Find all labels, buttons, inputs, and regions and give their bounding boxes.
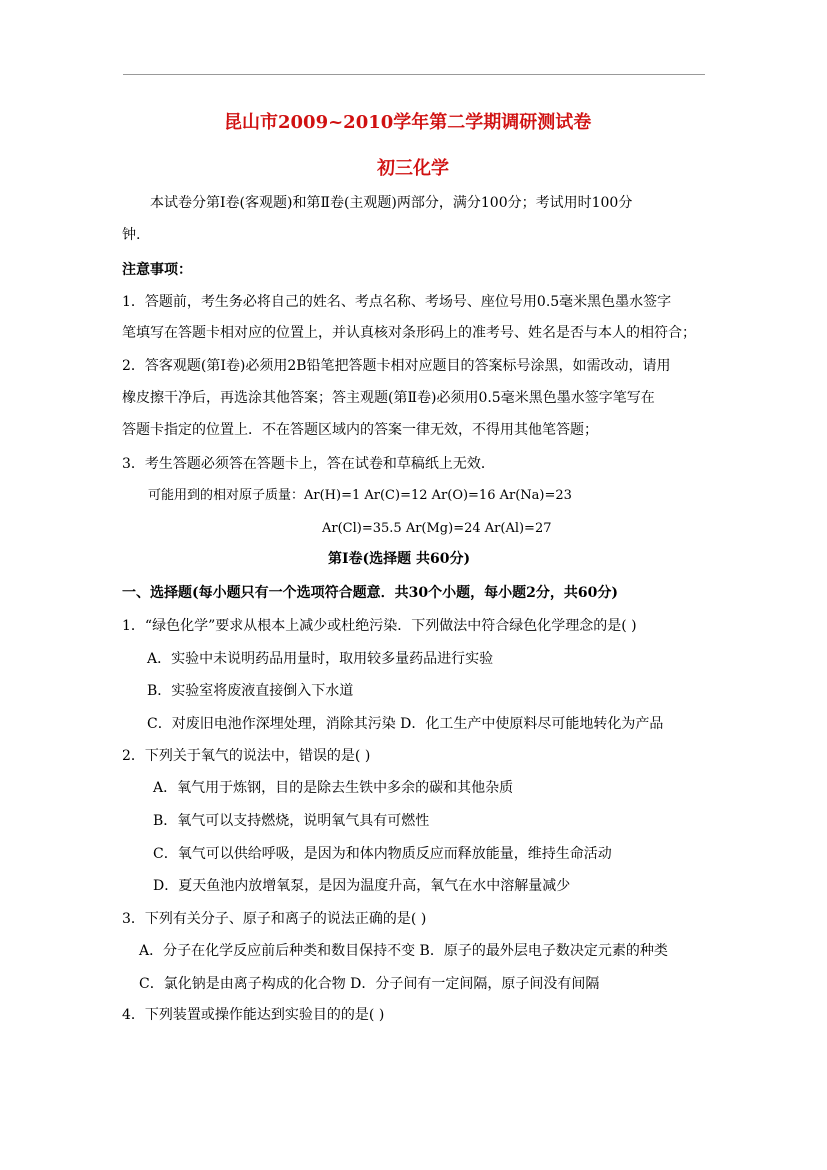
intro-line-2: 钟. [122,227,141,243]
note-2-line-1: 2．答客观题(第Ⅰ卷)必须用2B铅笔把答题卡相对应题目的答案标号涂黑，如需改动，请用 [122,358,671,374]
header-rule [123,74,705,75]
notes-heading: 注意事项： [122,262,192,278]
section-heading: 一、选择题(每小题只有一个选项符合题意．共30个小题，每小题2分，共60分) [122,585,618,601]
intro-line-1: 本试卷分第Ⅰ卷(客观题)和第Ⅱ卷(主观题)两部分，满分100分；考试用时100分 [150,195,633,211]
question-3-options-ab: A．分子在化学反应前后种类和数目保持不变 B．原子的最外层电子数决定元素的种类 [139,943,668,959]
question-4: 4．下列装置或操作能达到实验目的的是( ) [122,1007,385,1023]
question-2-option-a: A．氧气用于炼钢，目的是除去生铁中多余的碳和其他杂质 [153,780,514,796]
note-2-line-2: 橡皮擦干净后，再选涂其他答案；答主观题(第Ⅱ卷)必须用0.5毫米黑色墨水签字笔写在 [122,390,655,406]
note-3: 3．考生答题必须答在答题卡上，答在试卷和草稿纸上无效． [122,456,495,472]
atomic-mass-line-2: Ar(Cl)=35.5 Ar(Mg)=24 Ar(Al)=27 [322,521,552,536]
question-1-options-cd: C．对废旧电池作深埋处理，消除其污染 D．化工生产中使原料尽可能地转化为产品 [147,716,664,732]
question-2: 2．下列关于氧气的说法中，错误的是( ) [122,748,371,764]
part1-heading: 第Ⅰ卷(选择题 共60分) [328,551,471,567]
atomic-mass-line-1: 可能用到的相对原子质量：Ar(H)=1 Ar(C)=12 Ar(O)=16 Ar(Na)=23 [148,488,572,503]
note-1-line-1: 1．答题前，考生务必将自己的姓名、考点名称、考场号、座位号用0.5毫米黑色墨水签字 [122,294,672,310]
note-2-line-3: 答题卡指定的位置上．不在答题区域内的答案一律无效，不得用其他笔答题； [122,422,598,438]
question-2-option-c: C．氧气可以供给呼吸，是因为和体内物质反应而释放能量，维持生命活动 [153,846,612,862]
question-1-option-b: B．实验室将废液直接倒入下水道 [147,683,354,699]
question-1: 1．“绿色化学”要求从根本上减少或杜绝污染．下列做法中符合绿色化学理念的是( ) [122,618,637,634]
question-2-option-b: B．氧气可以支持燃烧，说明氧气具有可燃性 [153,813,430,829]
exam-subtitle: 初三化学 [377,158,449,179]
question-3-options-cd: C．氯化钠是由离子构成的化合物 D．分子间有一定间隔，原子间没有间隔 [139,976,600,992]
note-1-line-2: 笔填写在答题卡相对应的位置上，并认真核对条形码上的准考号、姓名是否与本人的相符合； [122,325,696,341]
question-3: 3．下列有关分子、原子和离子的说法正确的是( ) [122,911,427,927]
question-2-option-d: D．夏天鱼池内放增氧泵，是因为温度升高，氧气在水中溶解量减少 [153,878,571,894]
question-1-option-a: A．实验中未说明药品用量时，取用较多量药品进行实验 [147,651,494,667]
exam-title: 昆山市2009~2010学年第二学期调研测试卷 [224,112,592,133]
